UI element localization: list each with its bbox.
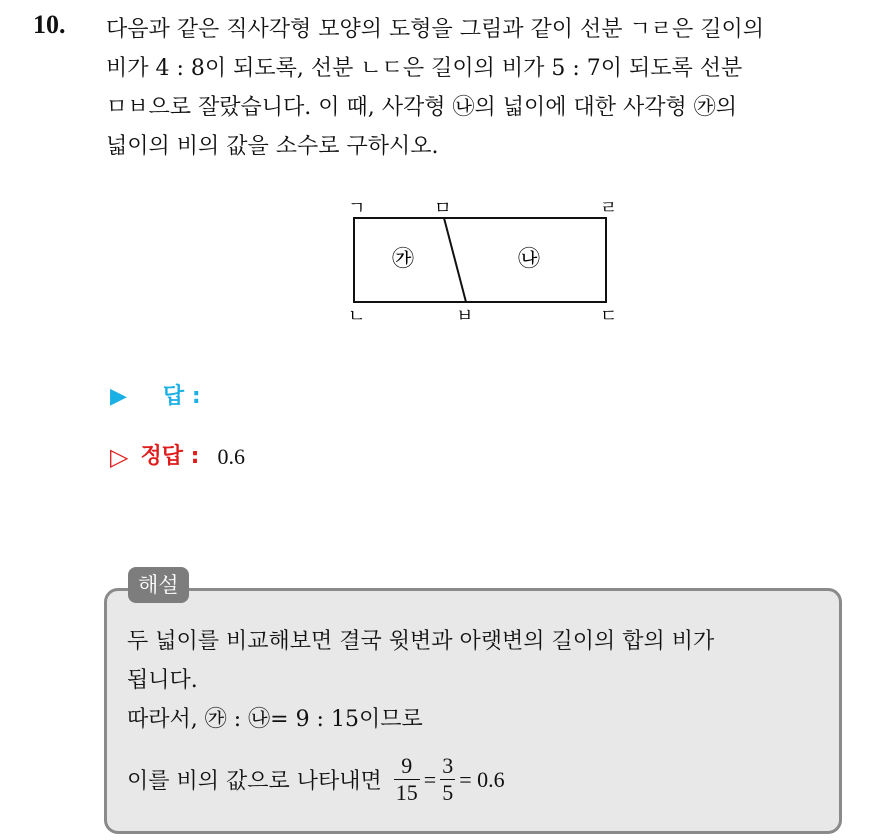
region-left-label: ㉮ — [392, 247, 415, 272]
question-number: 10. — [33, 10, 66, 39]
fraction-2-denominator: 5 — [442, 780, 454, 805]
final-prefix: 이를 비의 값으로 나타내면 — [127, 769, 382, 794]
fraction-9-15 — [394, 753, 420, 806]
explanation-tag: 해설 — [128, 567, 189, 603]
explanation-text — [127, 622, 827, 739]
question-text — [106, 10, 866, 166]
correct-answer-row — [110, 442, 245, 472]
label-top-right: ㄹ — [600, 198, 618, 219]
question-line-4: 넓이의 비의 값을 소수로 구하시오. — [106, 134, 439, 159]
explanation-line-1: 두 넓이를 비교해보면 결국 윗변과 아랫변의 길이의 합의 비가 — [127, 629, 715, 654]
explanation-line-2: 됩니다. — [127, 668, 198, 693]
label-bottom-mid: ㅂ — [456, 306, 474, 327]
label-bottom-left: ㄴ — [348, 306, 366, 327]
label-bottom-right: ㄷ — [600, 306, 618, 327]
question-line-2: 비가 4 : 8이 되도록, 선분 ㄴㄷ은 길이의 비가 5 : 7이 되도록 선분 — [106, 56, 743, 81]
region-right-label: ㉯ — [518, 247, 541, 272]
label-top-left: ㄱ — [348, 198, 366, 219]
fraction-1-numerator: 9 — [401, 753, 413, 778]
question-line-1: 다음과 같은 직사각형 모양의 도형을 그림과 같이 선분 ㄱㄹ은 길이의 — [106, 17, 764, 42]
question-line-3: ㅁㅂ으로 잘랐습니다. 이 때, 사각형 ㉯의 넓이에 대한 사각형 ㉮의 — [106, 95, 737, 120]
correct-label: 정답 : — [140, 444, 200, 469]
explanation-line-3: 따라서, ㉮ : ㉯= 9 : 15이므로 — [127, 707, 423, 732]
cut-segment — [444, 218, 466, 302]
fraction-1-denominator: 15 — [395, 780, 418, 805]
fraction-2-numerator: 3 — [442, 753, 454, 778]
explanation-final-line — [127, 753, 505, 806]
fraction-3-5 — [440, 753, 455, 806]
correct-arrow-icon: ▷ — [110, 443, 129, 471]
answer-label: 답 : — [162, 384, 201, 409]
answer-row — [110, 382, 201, 412]
label-top-mid: ㅁ — [434, 198, 452, 219]
rectangle-diagram — [330, 190, 630, 330]
correct-value: 0.6 — [217, 444, 245, 469]
answer-arrow-icon: ▶ — [110, 384, 127, 409]
equals-result: = 0.6 — [459, 766, 505, 792]
equals-sign-1: = — [423, 766, 437, 792]
